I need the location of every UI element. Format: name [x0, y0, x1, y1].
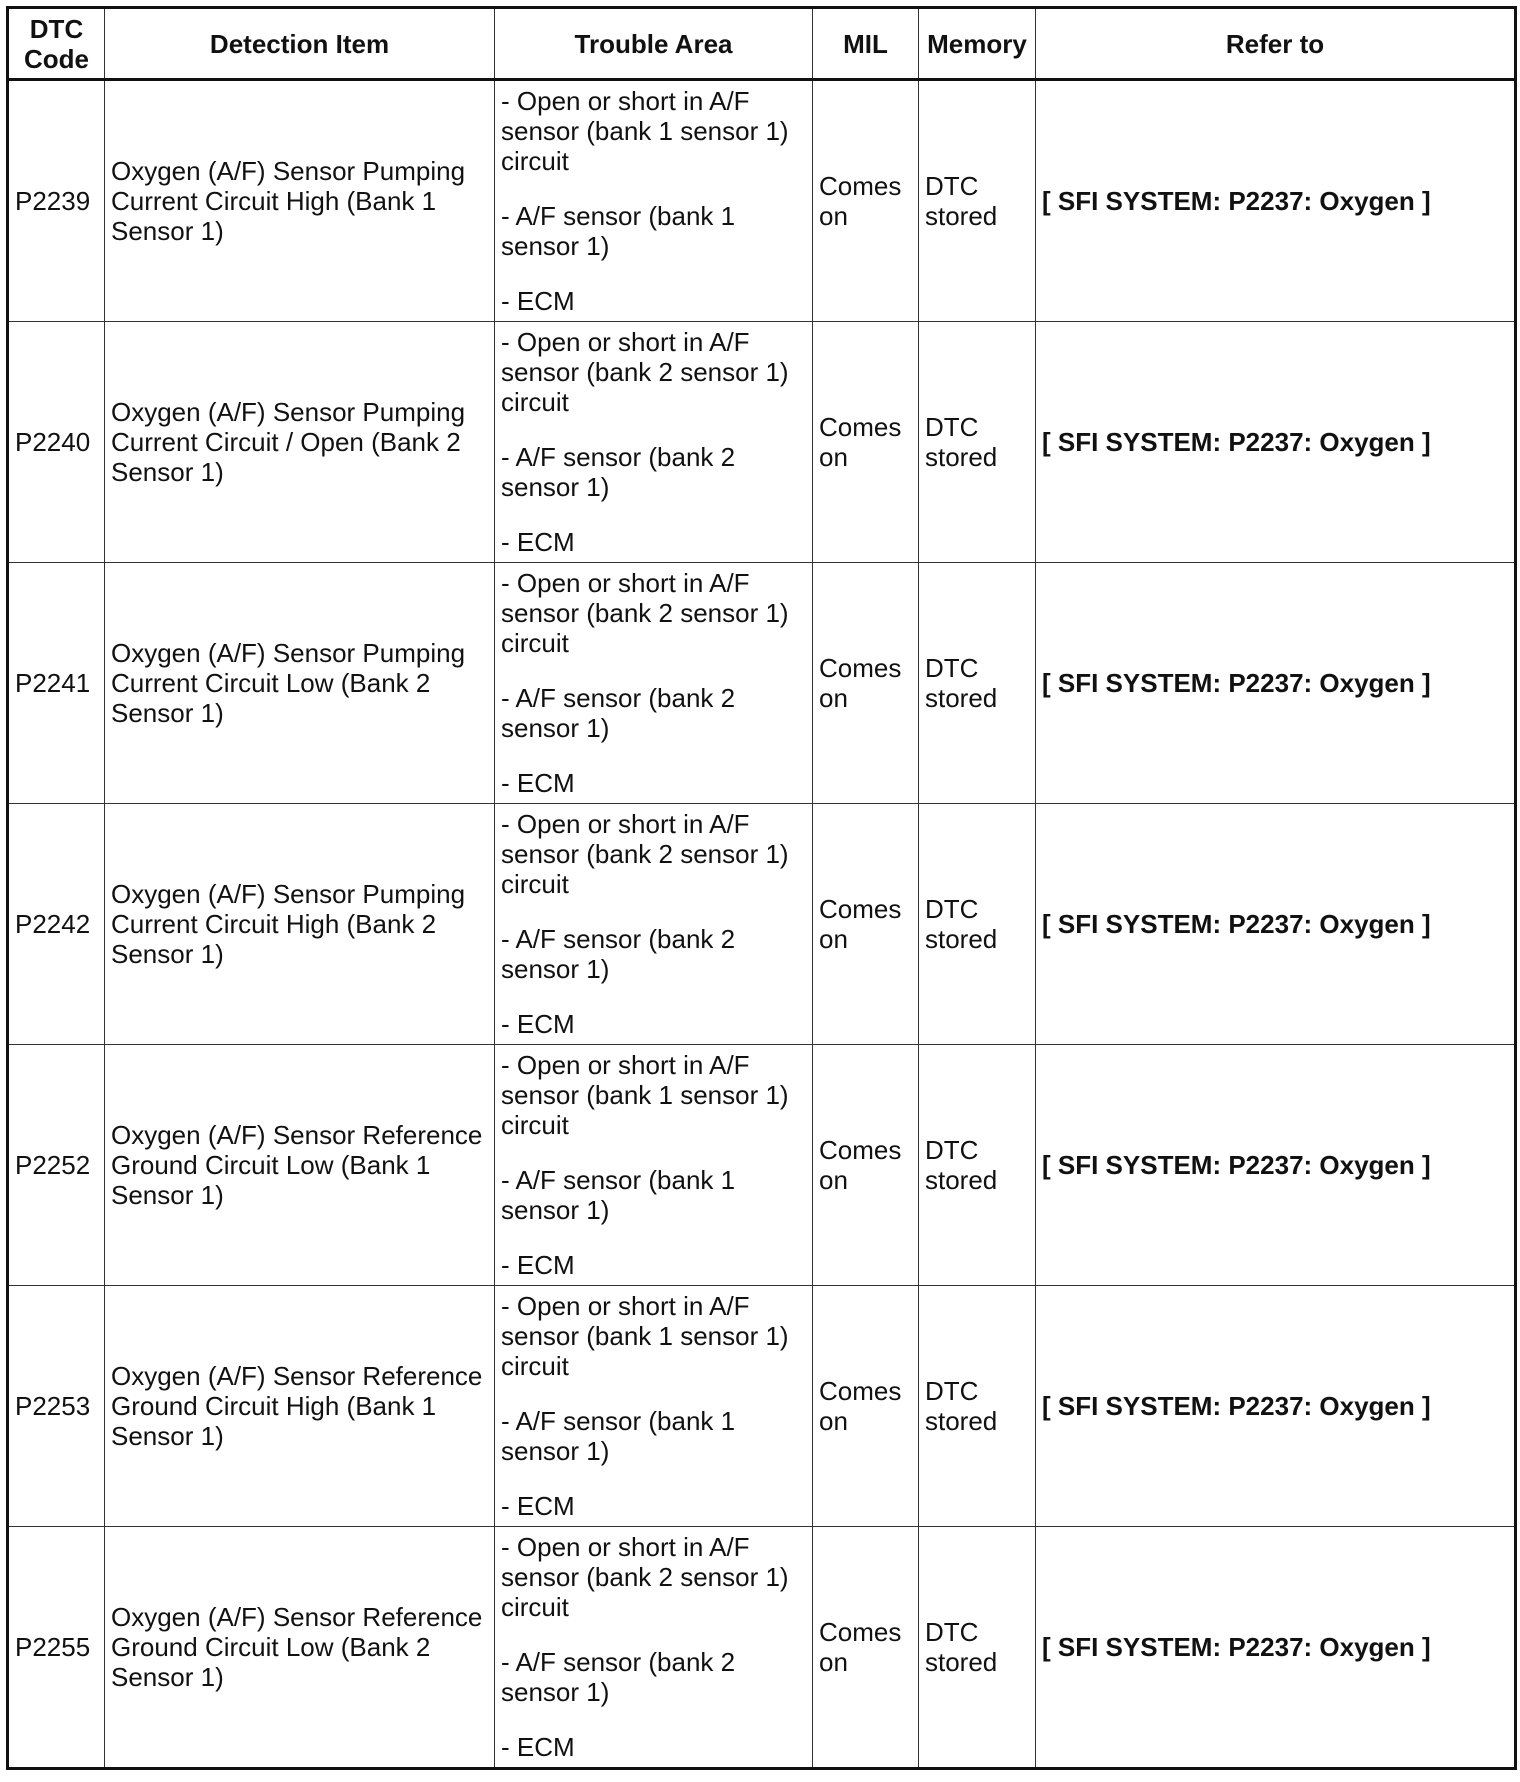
table-row [8, 1045, 1516, 1286]
memory-cell: DTC stored [919, 1527, 1036, 1769]
mil-cell: Comes on [813, 80, 919, 322]
table-row [8, 322, 1516, 563]
trouble-item: - A/F sensor (bank 2 sensor 1) [501, 442, 736, 502]
header-memory: Memory [919, 8, 1036, 80]
trouble-item: - ECM [501, 286, 575, 316]
mil-cell: Comes on [813, 1286, 919, 1527]
trouble-item: - A/F sensor (bank 1 sensor 1) [501, 201, 736, 261]
table-row [8, 1286, 1516, 1527]
header-trouble-area: Trouble Area [495, 8, 813, 80]
trouble-item: - Open or short in A/F sensor (bank 2 sensor 1) circuit [501, 1532, 789, 1622]
trouble-area-cell [495, 1045, 813, 1286]
memory-cell: DTC stored [919, 804, 1036, 1045]
detection-item-cell: Oxygen (A/F) Sensor Reference Ground Circuit Low (Bank 1 Sensor 1) [105, 1045, 495, 1286]
header-dtc-code [8, 8, 105, 80]
trouble-area-cell [495, 80, 813, 322]
dtc-code-cell: P2239 [8, 80, 105, 322]
trouble-item: - ECM [501, 1491, 575, 1521]
header-refer-to: Refer to [1036, 8, 1516, 80]
dtc-table [6, 6, 1517, 1770]
trouble-item: - ECM [501, 768, 575, 798]
trouble-item: - A/F sensor (bank 2 sensor 1) [501, 683, 736, 743]
trouble-item: - ECM [501, 527, 575, 557]
trouble-item: - ECM [501, 1250, 575, 1280]
trouble-area-cell [495, 563, 813, 804]
header-row [8, 8, 1516, 80]
trouble-item: - ECM [501, 1009, 575, 1039]
header-mil: MIL [813, 8, 919, 80]
trouble-item: - Open or short in A/F sensor (bank 2 sensor 1) circuit [501, 327, 789, 417]
table-row [8, 804, 1516, 1045]
detection-item-cell: Oxygen (A/F) Sensor Pumping Current Circuit High (Bank 1 Sensor 1) [105, 80, 495, 322]
trouble-item: - Open or short in A/F sensor (bank 1 sensor 1) circuit [501, 1050, 789, 1140]
refer-to-link[interactable]: [ SFI SYSTEM: P2237: Oxygen ] [1036, 80, 1516, 322]
memory-cell: DTC stored [919, 1286, 1036, 1527]
header-detection-item: Detection Item [105, 8, 495, 80]
mil-cell: Comes on [813, 322, 919, 563]
memory-cell: DTC stored [919, 80, 1036, 322]
mil-cell: Comes on [813, 1527, 919, 1769]
dtc-code-cell: P2255 [8, 1527, 105, 1769]
dtc-code-cell: P2242 [8, 804, 105, 1045]
memory-cell: DTC stored [919, 563, 1036, 804]
table-row [8, 80, 1516, 322]
header-dtc-code-line2: Code [24, 43, 89, 74]
detection-item-cell: Oxygen (A/F) Sensor Reference Ground Circuit Low (Bank 2 Sensor 1) [105, 1527, 495, 1769]
mil-cell: Comes on [813, 804, 919, 1045]
detection-item-cell: Oxygen (A/F) Sensor Pumping Current Circuit / Open (Bank 2 Sensor 1) [105, 322, 495, 563]
detection-item-cell: Oxygen (A/F) Sensor Reference Ground Circuit High (Bank 1 Sensor 1) [105, 1286, 495, 1527]
table-row [8, 563, 1516, 804]
header-dtc-code-line1: DTC [29, 13, 84, 44]
memory-cell: DTC stored [919, 322, 1036, 563]
trouble-item: - A/F sensor (bank 1 sensor 1) [501, 1406, 736, 1466]
trouble-item: - ECM [501, 1732, 575, 1762]
refer-to-link[interactable]: [ SFI SYSTEM: P2237: Oxygen ] [1036, 1286, 1516, 1527]
refer-to-link[interactable]: [ SFI SYSTEM: P2237: Oxygen ] [1036, 563, 1516, 804]
dtc-code-cell: P2241 [8, 563, 105, 804]
trouble-item: - Open or short in A/F sensor (bank 2 sensor 1) circuit [501, 568, 789, 658]
dtc-code-cell: P2252 [8, 1045, 105, 1286]
refer-to-link[interactable]: [ SFI SYSTEM: P2237: Oxygen ] [1036, 804, 1516, 1045]
trouble-item: - A/F sensor (bank 2 sensor 1) [501, 1647, 736, 1707]
refer-to-link[interactable]: [ SFI SYSTEM: P2237: Oxygen ] [1036, 322, 1516, 563]
trouble-item: - Open or short in A/F sensor (bank 2 sensor 1) circuit [501, 809, 789, 899]
dtc-code-cell: P2253 [8, 1286, 105, 1527]
trouble-area-cell [495, 1527, 813, 1769]
detection-item-cell: Oxygen (A/F) Sensor Pumping Current Circuit High (Bank 2 Sensor 1) [105, 804, 495, 1045]
refer-to-link[interactable]: [ SFI SYSTEM: P2237: Oxygen ] [1036, 1527, 1516, 1769]
trouble-item: - Open or short in A/F sensor (bank 1 sensor 1) circuit [501, 1291, 789, 1381]
trouble-area-cell [495, 322, 813, 563]
trouble-item: - A/F sensor (bank 1 sensor 1) [501, 1165, 736, 1225]
mil-cell: Comes on [813, 1045, 919, 1286]
detection-item-cell: Oxygen (A/F) Sensor Pumping Current Circuit Low (Bank 2 Sensor 1) [105, 563, 495, 804]
refer-to-link[interactable]: [ SFI SYSTEM: P2237: Oxygen ] [1036, 1045, 1516, 1286]
mil-cell: Comes on [813, 563, 919, 804]
dtc-code-cell: P2240 [8, 322, 105, 563]
trouble-item: - Open or short in A/F sensor (bank 1 sensor 1) circuit [501, 86, 789, 176]
trouble-area-cell [495, 804, 813, 1045]
trouble-area-cell [495, 1286, 813, 1527]
trouble-item: - A/F sensor (bank 2 sensor 1) [501, 924, 736, 984]
memory-cell: DTC stored [919, 1045, 1036, 1286]
table-row [8, 1527, 1516, 1769]
